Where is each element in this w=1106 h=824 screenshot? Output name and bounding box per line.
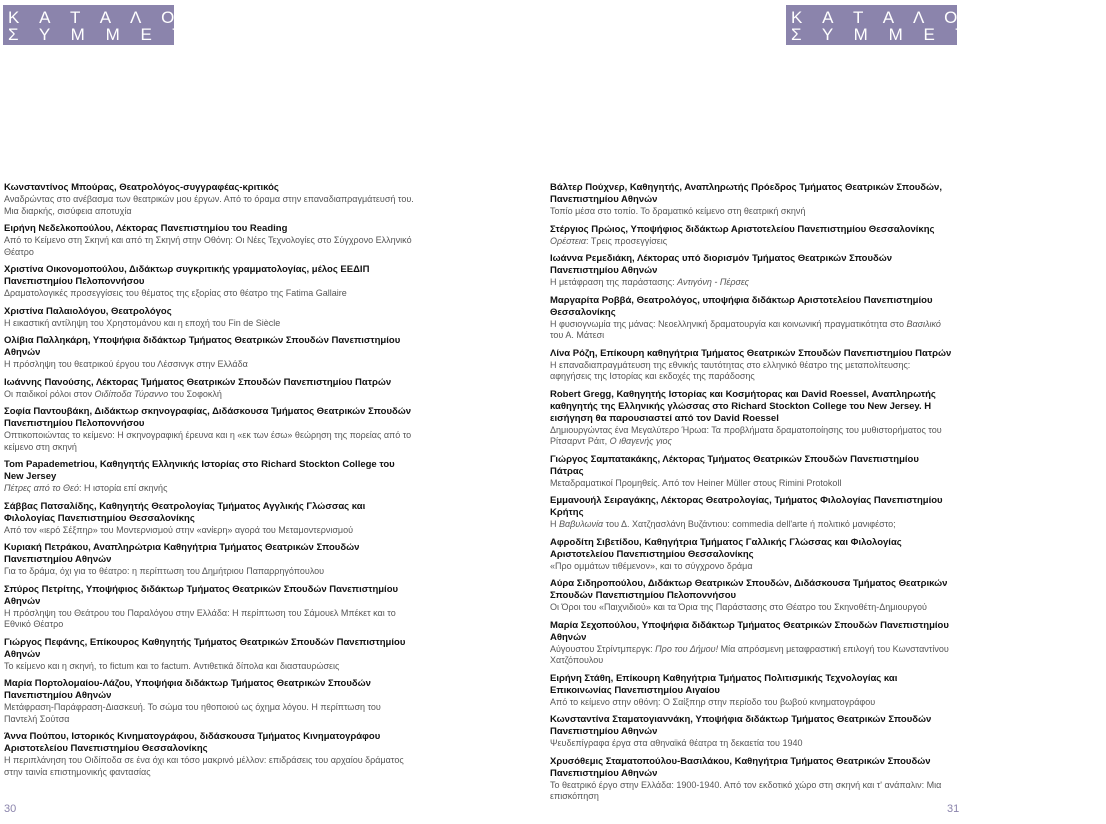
participant-entry	[4, 335, 416, 371]
work-title: Ο ιθαγενής γιος	[609, 436, 672, 446]
paper-title: Η εικαστική αντίληψη του Χρηστομάνου και η εποχή του Fin de Siècle	[4, 317, 281, 328]
participant-entry	[550, 224, 954, 248]
paper-title	[550, 277, 954, 289]
participant-entry	[550, 253, 954, 289]
paper-title-part: Η φυσιογνωμία της μάνας: Νεοελληνική δραματουργία και κοινωνική πραγματικότητα στο	[550, 318, 907, 329]
paper-title-part: Αύγουστου Στρίντμπεργκ:	[550, 643, 656, 654]
left-page	[0, 0, 480, 824]
paper-title-part: : Η ιστορία επί σκηνής	[78, 483, 168, 493]
paper-title: Η πρόσληψη του θεατρικού έργου του Λέσσινγκ στην Ελλάδα	[4, 359, 248, 369]
paper-title: Ψευδεπίγραφα έργα στα αθηναϊκά θέατρα τη δεκαετία του 1940	[550, 738, 803, 748]
paper-title	[550, 319, 954, 342]
participant-entry	[550, 348, 954, 383]
paper-title-part: Μία απρόσμενη μεταφραστική επιλογή του Κωνσταντίνου Χατζόπουλου	[550, 643, 949, 665]
participant-name: Σοφία Παντουβάκη, Διδάκτωρ σκηνογραφίας, Διδάσκουσα Τμήματος Θεατρικών Σπουδών Πανεπιστημίου Πελοποννήσου	[4, 406, 412, 429]
paper-title-part: του Α. Μάτεσι	[550, 330, 605, 340]
participant-name: Στέργιος Πρώιος, Υποψήφιος διδάκτωρ Αριστοτελείου Πανεπιστημίου Θεσσαλονίκης	[550, 223, 935, 235]
participant-entry	[4, 501, 416, 537]
participant-name: Σπύρος Πετρίτης, Υποψήφιος διδάκτωρ Τμήματος Θεατρικών Σπουδών Πανεπιστημίου Αθηνών	[4, 583, 399, 607]
catalog-header-line1: Κ Α Τ Α Λ Ο Γ Ο Σ	[8, 8, 278, 27]
paper-title-part: του Σοφοκλή	[168, 388, 222, 399]
participant-entry	[4, 223, 416, 258]
participant-name: Σάββας Πατσαλίδης, Καθηγητής Θεατρολογίας Τμήματος Αγγλικής Γλώσσας και Φιλολογίας Πανεπιστημίου Θεσσαλονίκης	[4, 500, 366, 524]
paper-title	[550, 425, 954, 448]
participant-entry	[4, 306, 416, 330]
participant-name: Εμμανουήλ Σειραγάκης, Λέκτορας Θεατρολογίας, Τμήματος Φιλολογίας Πανεπιστημίου Κρήτης	[550, 495, 943, 518]
participant-entry	[4, 678, 416, 725]
participant-name: Αύρα Σιδηροπούλου, Διδάκτωρ Θεατρικών Σπουδών, Διδάσκουσα Τμήματος Θεατρικών Σπουδών Πανεπιστημίου Πελοποννήσου	[550, 578, 948, 601]
paper-title: Δραματολογικές προσεγγίσεις του θέματος της εξορίας στο θέατρο της Fatima Gallaire	[4, 288, 347, 298]
catalog-header-line1: Κ Α Τ Α Λ Ο Γ Ο Σ	[791, 8, 1061, 27]
participant-name: Αφροδίτη Σιβετίδου, Καθηγήτρια Τμήματος Γαλλικής Γλώσσας και Φιλολογίας Αριστοτελείου Πανεπιστημίου Θεσσαλονίκης	[550, 536, 902, 560]
work-title: Ορέστεια	[550, 235, 586, 246]
participant-entry	[550, 537, 954, 573]
paper-title: Η περιπλάνηση του Οιδίποδα σε ένα όχι και τόσο μακρινό μέλλον: επιδράσεις του αρχαίου δράματος στην ταινία επιστημονικής φαντασίας	[4, 755, 404, 777]
catalog-header	[786, 5, 1106, 45]
work-title: Βαβυλωνία	[559, 519, 604, 529]
paper-title-part: : Τρεις προσεγγίσεις	[586, 235, 668, 246]
paper-title-part: Η	[550, 519, 559, 529]
participant-name: Μαρία Σεχοπούλου, Υποψήφια διδάκτωρ Τμήματος Θεατρικών Σπουδών Πανεπιστημίου Αθηνών	[550, 619, 949, 643]
participant-name: Κωνσταντίνα Σταματογιαννάκη, Υποψήφια διδάκτωρ Τμήματος Θεατρικών Σπουδών Πανεπιστημίου Αθηνών	[550, 714, 932, 737]
paper-title: Η πρόσληψη του Θεάτρου του Παραλόγου στην Ελλάδα: Η περίπτωση του Σάμουελ Μπέκετ και το Εθνικό Θέατρο	[4, 607, 396, 629]
work-title: Βασιλικό	[906, 318, 941, 329]
participant-name: Γιώργος Πεφάνης, Επίκουρος Καθηγητής Τμήματος Θεατρικών Σπουδών Πανεπιστημίου Αθηνών	[4, 636, 406, 660]
participant-name: Ιωάννης Πανούσης, Λέκτορας Τμήματος Θεατρικών Σπουδών Πανεπιστημίου Πατρών	[4, 376, 392, 388]
participant-entry	[4, 459, 416, 495]
participant-name: Μαργαρίτα Ροββά, Θεατρολόγος, υποψήφια διδάκτωρ Αριστοτελείου Πανεπιστημίου Θεσσαλονίκης	[550, 294, 933, 318]
participant-entry	[4, 406, 416, 453]
participant-name: Χριστίνα Παλαιολόγου, Θεατρολόγος	[4, 305, 172, 317]
participant-name: Χρυσόθεμις Σταματοπούλου-Βασιλάκου, Καθηγήτρια Τμήματος Θεατρικών Σπουδών Πανεπιστημίου Αθηνών	[550, 755, 931, 779]
participant-name: Ειρήνη Στάθη, Επίκουρη Καθηγήτρια Τμήματος Πολιτισμικής Τεχνολογίας και Επικοινωνίας Πανεπιστημίου Αιγαίου	[550, 672, 898, 696]
participant-name: Κωνσταντίνος Μπούρας, Θεατρολόγος-συγγραφέας-κριτικός	[4, 182, 279, 193]
paper-title	[4, 483, 416, 495]
paper-title	[550, 644, 954, 667]
participant-entry	[550, 182, 954, 218]
participant-entry	[550, 578, 954, 614]
paper-title: Για το δράμα, όχι για το θέατρο: η περίπτωση του Δημήτριου Παπαρρηγόπουλου	[4, 566, 325, 576]
work-title: Αντιγόνη - Πέρσες	[677, 277, 749, 287]
participant-entry	[4, 182, 416, 217]
participant-name: Ολίβια Παλληκάρη, Υποψήφια διδάκτωρ Τμήματος Θεατρικών Σπουδών Πανεπιστημίου Αθηνών	[4, 335, 401, 358]
work-title: Πέτρες από το Θεό	[4, 483, 79, 493]
participant-entry	[550, 495, 954, 531]
paper-title: «Προ ομμάτων τιθέμενον», και το σύγχρονο δράμα	[550, 560, 753, 571]
work-title: Προ του Δήμου!	[655, 643, 719, 654]
paper-title: Από το Κείμενο στη Σκηνή και από τη Σκηνή στην Οθόνη: Οι Νέες Τεχνολογίες στο Σύγχρονο Ελληνικό Θέατρο	[4, 235, 412, 257]
paper-title	[550, 236, 954, 248]
participant-name: Tom Papademetriou, Καθηγητής Ελληνικής Ιστορίας στο Richard Stockton College του New Jersey	[4, 459, 395, 482]
page-number: 30	[4, 803, 17, 815]
paper-title: Το θεατρικό έργο στην Ελλάδα: 1900-1940. Από τον εκδοτικό χώρο στη σκηνή και τ' ανάπαλιν: Μια επισκόπηση	[550, 779, 942, 801]
participant-entry	[4, 637, 416, 673]
catalog-header	[3, 5, 323, 45]
participants-list	[550, 182, 954, 809]
paper-title: Αναδρώντας στο ανέβασμα των θεατρικών μου έργων. Από το όραμα στην επαναδιαπραγμάτευσή του. Μια διαρκής, σισύφεια αποτυχία	[4, 194, 414, 216]
paper-title-part: Η μετάφραση της παράστασης:	[550, 277, 678, 287]
participant-entry	[550, 295, 954, 342]
participant-name: Βάλτερ Πούχνερ, Καθηγητής, Αναπληρωτής Πρόεδρος Τμήματος Θεατρικών Σπουδών, Πανεπιστημίου Αθηνών	[550, 182, 942, 205]
paper-title: Οι Όροι του «Παιχνιδιού» και τα Όρια της Παράστασης στο Θέατρο του Σκηνοθέτη-Δημιουργού	[550, 602, 927, 612]
paper-title: Μεταδραματικοί Προμηθείς. Από τον Heiner Müller στους Rimini Protokoll	[550, 477, 842, 488]
paper-title-part: Δημιουργώντας ένα Μεγαλύτερο Ήρωα: Τα προβλήματα δραματοποίησης του μυθιστορήματος του Ρίτσαρντ Ράιτ,	[550, 424, 942, 446]
participant-name: Κυριακή Πετράκου, Αναπληρώτρια Καθηγήτρια Τμήματος Θεατρικών Σπουδών Πανεπιστημίου Αθηνών	[4, 542, 360, 565]
paper-title-part: του Δ. Χατζηασλάνη Βυζάντιου: commedia dell'arte ή πολιτικό μανιφέστο;	[603, 519, 896, 529]
work-title: Οιδίποδα Τύραννο	[94, 388, 169, 399]
participant-name: Γιώργος Σαμπατακάκης, Λέκτορας Τμήματος Θεατρικών Σπουδών Πανεπιστημίου Πάτρας	[550, 453, 919, 477]
paper-title-part: Οι παιδικοί ρόλοι στον	[4, 388, 95, 399]
paper-title: Το κείμενο και η σκηνή, το fictum και το factum. Αντιθετικά δίπολα και διασταυρώσεις	[4, 660, 340, 671]
page-number: 31	[947, 803, 960, 815]
paper-title: Οπτικοποιώντας το κείμενο: Η σκηνογραφική έρευνα και η «εκ των έσω» θεώρηση της πορείας από το κείμενο στη σκηνή	[4, 430, 412, 452]
paper-title	[550, 519, 954, 531]
participant-entry	[4, 264, 416, 300]
paper-title	[4, 389, 416, 401]
participant-name: Λίνα Ρόζη, Επίκουρη καθηγήτρια Τμήματος Θεατρικών Σπουδών Πανεπιστημίου Πατρών	[550, 347, 952, 359]
participant-name: Robert Gregg, Καθηγητής Ιστορίας και Κοσμήτορας και David Roessel, Αναπληρωτής καθηγητής της Ελληνικής γλώσσας στο Richard Stockton College του New Jersey. Η εισήγηση θα παρουσιαστεί από τον David Roessel	[550, 388, 936, 424]
paper-title: Μετάφραση-Παράφραση-Διασκευή. Το σώμα του ηθοποιού ως όχημα λόγου. Η περίπτωση του Παντελή Σούτσα	[4, 702, 381, 724]
participant-entry	[4, 584, 416, 631]
participant-entry	[4, 377, 416, 401]
participants-list	[4, 182, 416, 784]
participant-entry	[550, 673, 954, 709]
participant-name: Ειρήνη Νεδελκοπούλου, Λέκτορας Πανεπιστημίου του Reading	[4, 223, 288, 234]
catalog-header-line2: Σ Υ Μ Μ Ε Τ Ο Χ Ω Ν	[791, 25, 1106, 44]
participant-entry	[550, 714, 954, 750]
participant-entry	[550, 756, 954, 803]
right-page	[480, 0, 1106, 824]
paper-title: Από το κείμενο στην οθόνη: Ο Σαίξπηρ στην περίοδο του βωβού κινηματογράφου	[550, 696, 876, 707]
participant-entry	[550, 454, 954, 490]
participant-name: Χριστίνα Οικονομοπούλου, Διδάκτωρ συγκριτικής γραμματολογίας, μέλος ΕΕΔΙΠ Πανεπιστημίου Πελοποννήσου	[4, 264, 370, 287]
participant-name: Μαρία Πορτολομαίου-Λάζου, Υποψήφια διδάκτωρ Τμήματος Θεατρικών Σπουδών Πανεπιστημίου Αθηνών	[4, 678, 371, 701]
participant-entry	[4, 731, 416, 778]
participant-entry	[550, 620, 954, 667]
participant-entry	[4, 542, 416, 578]
participant-name: Άννα Πούπου, Ιστορικός Κινηματογράφου, διδάσκουσα Τμήματος Κινηματογράφου Αριστοτελείου Πανεπιστημίου Θεσσαλονίκης	[4, 731, 381, 754]
participant-name: Ιωάννα Ρεμεδιάκη, Λέκτορας υπό διορισμόν Τμήματος Θεατρικών Σπουδών Πανεπιστημίου Αθηνών	[550, 253, 893, 276]
paper-title: Από τον «ιερό Σέξπηρ» του Μοντερνισμού στην «ανίερη» αγορά του Μεταμοντερνισμού	[4, 524, 353, 535]
catalog-header-line2: Σ Υ Μ Μ Ε Τ Ο Χ Ω Ν	[8, 25, 323, 44]
paper-title: Η επαναδιαπραγμάτευση της εθνικής ταυτότητας στο ελληνικό θέατρο της μεταπολίτευσης: αφηγήσεις της Ιστορίας και εκδοχές της παράδοσης	[550, 359, 911, 381]
paper-title: Τοπίο μέσα στο τοπίο. Το δραματικό κείμενο στη θεατρική σκηνή	[550, 206, 806, 216]
participant-entry	[550, 389, 954, 448]
